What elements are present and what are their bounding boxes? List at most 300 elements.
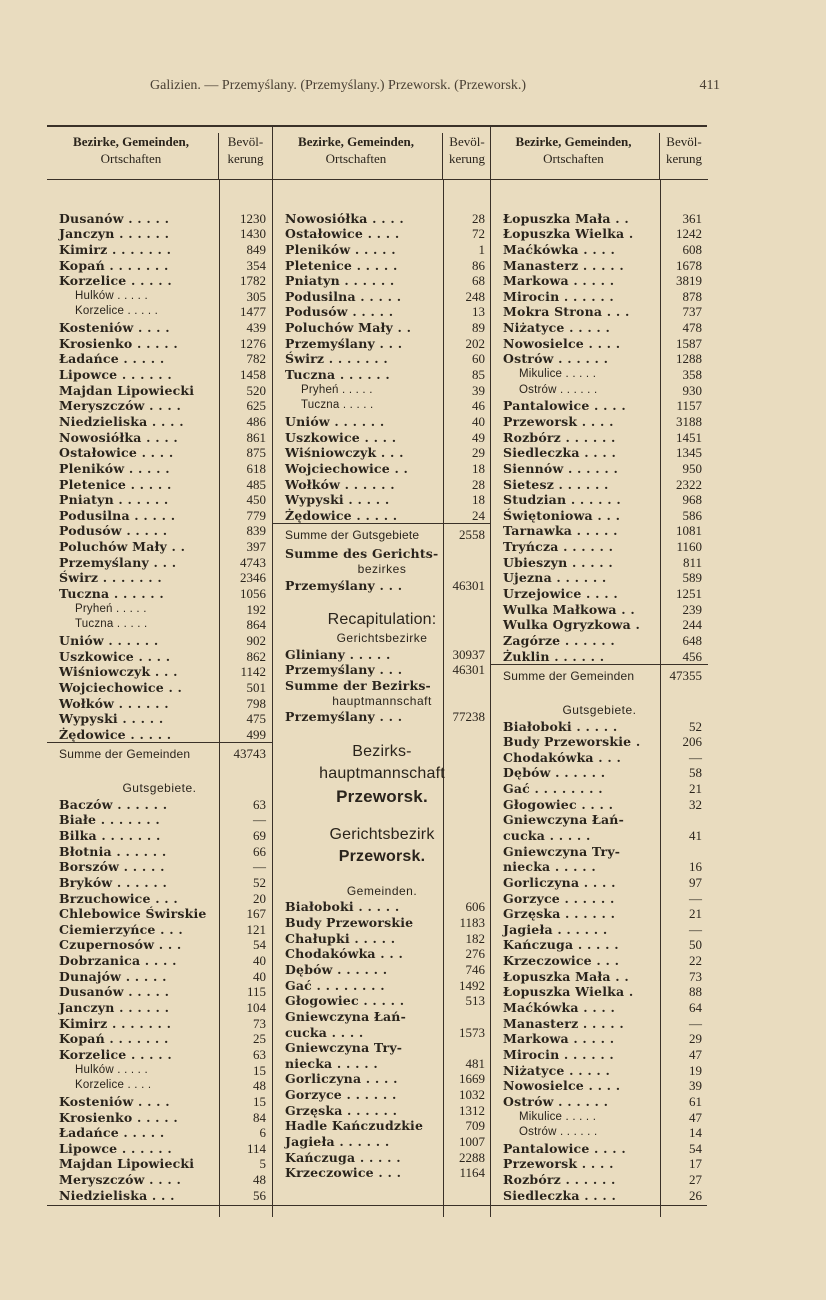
population-value: 97 [689, 874, 702, 890]
population-value: 73 [253, 1015, 266, 1031]
place-name: Kimirz . . . . . . . [59, 241, 172, 257]
population-value: 88 [689, 984, 702, 1000]
place-name: Korzelice . . . . . [75, 305, 159, 318]
place-name: Wulka Małkowa . . [503, 601, 635, 617]
place-name: hauptmannschaft [319, 764, 445, 782]
table-row [491, 304, 708, 320]
population-value: 586 [682, 507, 702, 523]
table-row [491, 1047, 708, 1063]
place-name: Uniów . . . . . . [59, 632, 159, 648]
table-row [47, 523, 272, 539]
table-row [47, 492, 272, 508]
table-row [273, 492, 491, 508]
population-value: 167 [246, 906, 266, 922]
population-value: 17 [689, 1156, 702, 1172]
population-value: 15 [253, 1093, 266, 1109]
table-row [491, 430, 708, 446]
table-row [273, 273, 491, 289]
place-name: Nowosielce . . . . [503, 1078, 621, 1094]
population-value: 39 [472, 382, 485, 398]
population-value: 1056 [240, 586, 266, 602]
population-value: 24 [472, 507, 485, 523]
place-name: Gać . . . . . . . . [503, 781, 603, 797]
table-row [491, 922, 708, 938]
table-row [491, 570, 708, 586]
table-row [47, 336, 272, 352]
table-row [273, 289, 491, 305]
place-name: Kańczuga . . . . . [503, 937, 619, 953]
table-row [491, 336, 708, 352]
table-row [491, 812, 708, 828]
place-name: Krosienko . . . . . [59, 1109, 178, 1125]
population-value: 1430 [240, 226, 266, 242]
population-value: 6 [259, 1125, 266, 1141]
population-value: 69 [253, 827, 266, 843]
population-value: 737 [682, 304, 702, 320]
population-value: 485 [246, 476, 266, 492]
table-row [47, 727, 272, 743]
table-row [273, 1040, 491, 1056]
population-value: 397 [246, 539, 266, 555]
column-rows [491, 195, 708, 1203]
place-name: niecka . . . . . [285, 1055, 378, 1071]
population-value: 361 [682, 210, 702, 226]
section-label [273, 694, 491, 710]
header-pop-label-2: kerung [448, 151, 486, 166]
population-value: 839 [246, 523, 266, 539]
place-name: Uniów . . . . . . [285, 413, 385, 429]
place-name: Poluchów Mały . . [59, 539, 186, 555]
place-name: Gniewczyna Try- [285, 1040, 403, 1056]
table-row [491, 617, 708, 633]
table-row [273, 336, 491, 352]
table-row [47, 711, 272, 727]
table-row [491, 1172, 708, 1188]
table-row [491, 1110, 708, 1126]
place-name: Dusanów . . . . . [59, 210, 170, 226]
table-row [47, 649, 272, 665]
place-name: Mikulice . . . . . [519, 368, 597, 381]
population-value: 248 [465, 288, 485, 304]
place-name: Jagieła . . . . . . [285, 1134, 390, 1150]
table-row [47, 226, 272, 242]
table-row [47, 617, 272, 633]
place-name: Pletenice . . . . . [285, 257, 398, 273]
table-row [47, 383, 272, 399]
table-row [273, 1134, 491, 1150]
table-row [491, 633, 708, 649]
place-name: Markowa . . . . . [503, 1031, 615, 1047]
table-row [491, 508, 708, 524]
population-value: 21 [689, 781, 702, 797]
table-row [273, 383, 491, 399]
table-row [491, 969, 708, 985]
population-value: 54 [253, 937, 266, 953]
population-value: 40 [253, 953, 266, 969]
place-name: Wołków . . . . . . [59, 695, 169, 711]
place-name: Janczyn . . . . . . [59, 226, 170, 242]
section-heading [273, 741, 491, 763]
column-rows [47, 195, 272, 1203]
table-row [47, 351, 272, 367]
place-name: Gniewczyna Łań- [503, 812, 624, 828]
population-value: — [253, 859, 266, 875]
population-value: 4743 [240, 554, 266, 570]
place-name: Wiśniowczyk . . . [285, 445, 404, 461]
table-row [47, 508, 272, 524]
table-row [47, 461, 272, 477]
place-name: Siedleczka . . . . [503, 445, 617, 461]
population-value: 475 [246, 711, 266, 727]
table-row [47, 797, 272, 813]
place-name: Ujezna . . . . . . [503, 570, 607, 586]
table-row [491, 414, 708, 430]
table-row [47, 1047, 272, 1063]
table-row [491, 398, 708, 414]
table-row [47, 477, 272, 493]
sum-label: Summe der Gemeinden [503, 669, 635, 684]
population-value: 5 [259, 1156, 266, 1172]
table-row [273, 445, 491, 461]
population-value: 25 [253, 1031, 266, 1047]
place-name: Nowosielce . . . . [503, 335, 621, 351]
table-row [273, 993, 491, 1009]
place-name: Dusanów . . . . . [59, 984, 170, 1000]
section-heading [273, 785, 491, 809]
table-row [273, 546, 491, 562]
place-name: Wypyski . . . . . [285, 492, 390, 508]
table-row [273, 1103, 491, 1119]
population-value: 305 [246, 288, 266, 304]
table-row [491, 383, 708, 399]
sum-value: 43743 [233, 746, 266, 762]
place-name: Markowa . . . . . [503, 273, 615, 289]
spacer [273, 593, 491, 609]
place-name: Wiśniowczyk . . . [59, 664, 178, 680]
place-name: Ostrów . . . . . . [519, 1126, 598, 1139]
population-value: 625 [246, 398, 266, 414]
population-value: 64 [689, 1000, 702, 1016]
spacer [491, 195, 708, 211]
header-name-label: Bezirke, Gemeinden, [298, 134, 414, 149]
sum-value: 47355 [669, 668, 702, 684]
table-row [491, 859, 708, 875]
place-name: Tuczna . . . . . . [59, 586, 164, 602]
place-name: Gorzyce . . . . . . [503, 890, 615, 906]
place-name: Niedzieliska . . . . [59, 413, 184, 429]
section-label [273, 562, 491, 578]
place-name: Wulka Ogryzkowa . [503, 617, 641, 633]
table-row [273, 461, 491, 477]
population-value: 456 [682, 648, 702, 664]
population-value: 46301 [452, 577, 485, 593]
population-value: 3188 [676, 413, 702, 429]
table-row [273, 367, 491, 383]
place-name: Ciemierzyńce . . . [59, 921, 183, 937]
place-name: Korzelice . . . . . [59, 1046, 172, 1062]
spacer [47, 195, 272, 211]
place-name: Ładańce . . . . . [59, 1125, 165, 1141]
table-row [491, 289, 708, 305]
place-name: Świętoniowa . . . [503, 507, 621, 523]
population-value: 782 [246, 351, 266, 367]
population-value: 39 [689, 1078, 702, 1094]
table-row [47, 304, 272, 320]
table-row [491, 226, 708, 242]
population-value: 29 [689, 1031, 702, 1047]
place-name: Baczów . . . . . . [59, 796, 168, 812]
table-row [491, 734, 708, 750]
population-value: 439 [246, 320, 266, 336]
place-name: bezirkes [357, 562, 407, 577]
place-name: Wypyski . . . . . [59, 711, 164, 727]
table-row [47, 367, 272, 383]
place-name: Lipowce . . . . . . [59, 367, 172, 383]
place-name: Pletenice . . . . . [59, 476, 172, 492]
table-row [47, 859, 272, 875]
sum-row [273, 523, 491, 546]
place-name: Nowosiółka . . . . [59, 429, 178, 445]
table-row [47, 1141, 272, 1157]
place-name: Chodakówka . . . [503, 749, 622, 765]
table-row [47, 906, 272, 922]
place-name: Bilka . . . . . . . [59, 827, 161, 843]
population-value: — [689, 749, 702, 765]
page-title: Galizien. — Przemyślany. (Przemyślany.) Przeworsk. (Przeworsk.) [150, 78, 527, 93]
table-row [491, 461, 708, 477]
table-row [273, 709, 491, 725]
population-value: 1451 [676, 429, 702, 445]
place-name: Żuklin . . . . . . [503, 648, 605, 664]
table-row [47, 1110, 272, 1126]
table-row [47, 445, 272, 461]
place-name: Podusilna . . . . . [285, 288, 402, 304]
place-name: Uszkowice . . . . [285, 429, 397, 445]
header-sub-label: Ortschaften [543, 151, 604, 166]
population-value: 648 [682, 632, 702, 648]
place-name: Ostałowice . . . . [285, 226, 400, 242]
table-row [47, 555, 272, 571]
place-name: Tryńcza . . . . . . [503, 539, 614, 555]
place-name: Jagieła . . . . . . [503, 921, 608, 937]
place-name: Gniewczyna Try- [503, 843, 621, 859]
population-value: 28 [472, 476, 485, 492]
section-label [273, 631, 491, 647]
place-name: Summe des Gerichts- [285, 546, 439, 562]
place-name: Janczyn . . . . . . [59, 1000, 170, 1016]
table-column-1 [47, 127, 272, 1217]
place-name: Brzuchowice . . . [59, 890, 178, 906]
place-name: Przemyślany . . . [285, 662, 403, 678]
place-name: Przemyślany . . . [285, 709, 403, 725]
table-row [491, 1156, 708, 1172]
place-name: Siedleczka . . . . [503, 1187, 617, 1203]
table-row [47, 1156, 272, 1172]
place-name: Lipowce . . . . . . [59, 1140, 172, 1156]
place-name: Podusów . . . . . [59, 523, 168, 539]
place-name: Borszów . . . . . [59, 859, 165, 875]
population-value: 115 [246, 984, 266, 1000]
place-name: Gutsgebiete. [122, 781, 197, 796]
population-value: 73 [689, 968, 702, 984]
population-value: 478 [682, 320, 702, 336]
population-value: 86 [472, 257, 485, 273]
spacer [273, 195, 491, 211]
table-row [491, 492, 708, 508]
statistics-table [47, 125, 707, 1217]
population-value: 244 [682, 617, 702, 633]
table-row [491, 750, 708, 766]
sum-value: 2558 [459, 527, 485, 543]
place-name: Mikulice . . . . . [519, 1110, 597, 1123]
spacer [273, 809, 491, 825]
population-value: 2288 [459, 1149, 485, 1165]
place-name: Łopuszka Mała . . [503, 210, 629, 226]
table-row [491, 1141, 708, 1157]
table-row [47, 953, 272, 969]
table-row [491, 539, 708, 555]
table-row [491, 1000, 708, 1016]
population-value: 1081 [676, 523, 702, 539]
column-header [491, 133, 708, 177]
table-row [491, 797, 708, 813]
place-name: Hulków . . . . . [75, 1063, 148, 1076]
table-row [47, 1000, 272, 1016]
table-row [491, 781, 708, 797]
place-name: Pniatyn . . . . . . [59, 492, 169, 508]
place-name: Kimirz . . . . . . . [59, 1015, 172, 1031]
population-value: 40 [472, 413, 485, 429]
section-label [47, 781, 272, 797]
table-row [47, 812, 272, 828]
population-value: 28 [472, 210, 485, 226]
place-name: Chodakówka . . . [285, 946, 404, 962]
place-name: Ładańce . . . . . [59, 351, 165, 367]
population-value: 104 [246, 1000, 266, 1016]
header-pop-label-2: kerung [665, 151, 703, 166]
table-row [491, 649, 708, 665]
section-heading [273, 609, 491, 631]
population-value: 48 [253, 1172, 266, 1188]
table-row [491, 273, 708, 289]
population-value: 239 [682, 601, 702, 617]
table-row [47, 414, 272, 430]
table-row [491, 828, 708, 844]
population-value: 89 [472, 320, 485, 336]
place-name: Łopuszka Wielka . [503, 984, 634, 1000]
place-name: Ostrów . . . . . . [503, 351, 609, 367]
table-row [273, 1056, 491, 1072]
table-row [47, 828, 272, 844]
table-row [47, 211, 272, 227]
place-name: Hadle Kańczudzkie [285, 1118, 424, 1134]
population-value: 47 [689, 1046, 702, 1062]
population-value: 1230 [240, 210, 266, 226]
place-name: Pryheń . . . . . [75, 602, 147, 615]
table-row [273, 662, 491, 678]
place-name: Kopań . . . . . . . [59, 257, 169, 273]
place-name: Budy Przeworskie . [503, 734, 641, 750]
table-row [491, 586, 708, 602]
table-row [273, 398, 491, 414]
place-name: Maćkówka . . . . [503, 241, 616, 257]
place-name: Grzęska . . . . . . [285, 1102, 398, 1118]
place-name: Niżatyce . . . . . [503, 320, 611, 336]
place-name: Błotnia . . . . . . [59, 843, 167, 859]
place-name: Niżatyce . . . . . [503, 1062, 611, 1078]
place-name: Gorliczyna . . . . [285, 1071, 398, 1087]
place-name: Zagórze . . . . . . [503, 632, 615, 648]
table-row [273, 258, 491, 274]
table-row [273, 304, 491, 320]
place-name: Podusów . . . . . [285, 304, 394, 320]
place-name: Świrz . . . . . . . [59, 570, 162, 586]
population-value: 14 [689, 1125, 702, 1141]
population-value: 16 [689, 859, 702, 875]
section-heading [273, 846, 491, 868]
place-name: Pantalowice . . . . [503, 1140, 626, 1156]
place-name: Krosienko . . . . . [59, 335, 178, 351]
table-row [47, 1016, 272, 1032]
table-row [273, 226, 491, 242]
sum-row [491, 664, 708, 687]
place-name: Żędowice . . . . . [285, 507, 398, 523]
place-name: Grzęska . . . . . . [503, 906, 616, 922]
population-value: 121 [246, 921, 266, 937]
population-value: 202 [465, 335, 485, 351]
spacer [273, 868, 491, 884]
population-value: — [689, 1015, 702, 1031]
table-row [491, 523, 708, 539]
table-row [273, 1118, 491, 1134]
population-value: 77238 [452, 709, 485, 725]
table-row [491, 211, 708, 227]
place-name: Sietesz . . . . . . [503, 476, 609, 492]
place-name: Mokra Strona . . . [503, 304, 630, 320]
population-value: 26 [689, 1187, 702, 1203]
place-name: niecka . . . . . [503, 859, 596, 875]
table-row [491, 351, 708, 367]
place-name: Dębów . . . . . . [285, 961, 388, 977]
place-name: Korzelice . . . . [75, 1079, 152, 1092]
place-name: Białoboki . . . . . [503, 718, 618, 734]
place-name: Korzelice . . . . . [59, 273, 172, 289]
header-pop-label: Bevöl- [666, 134, 702, 149]
population-value: 709 [465, 1118, 485, 1134]
place-name: Wołków . . . . . . [285, 476, 395, 492]
table-row [47, 844, 272, 860]
table-row [273, 1150, 491, 1166]
population-value: 1678 [676, 257, 702, 273]
population-value: 49 [472, 429, 485, 445]
place-name: Kopań . . . . . . . [59, 1031, 169, 1047]
table-row [273, 978, 491, 994]
population-value: 1164 [459, 1165, 485, 1181]
header-name-label: Bezirke, Gemeinden, [515, 134, 632, 149]
place-name: Tarnawka . . . . . [503, 523, 618, 539]
table-row [47, 633, 272, 649]
place-name: Wojciechowice . . [59, 679, 183, 695]
population-value: 114 [246, 1140, 266, 1156]
place-name: hauptmannschaft [332, 693, 432, 708]
table-row [47, 242, 272, 258]
population-value: 1142 [240, 664, 266, 680]
table-row [491, 555, 708, 571]
place-name: Ubieszyn . . . . . [503, 554, 613, 570]
place-name: Wojciechowice . . [285, 460, 409, 476]
table-row [47, 1078, 272, 1094]
place-name: Gerichtsbezirk [329, 826, 435, 844]
